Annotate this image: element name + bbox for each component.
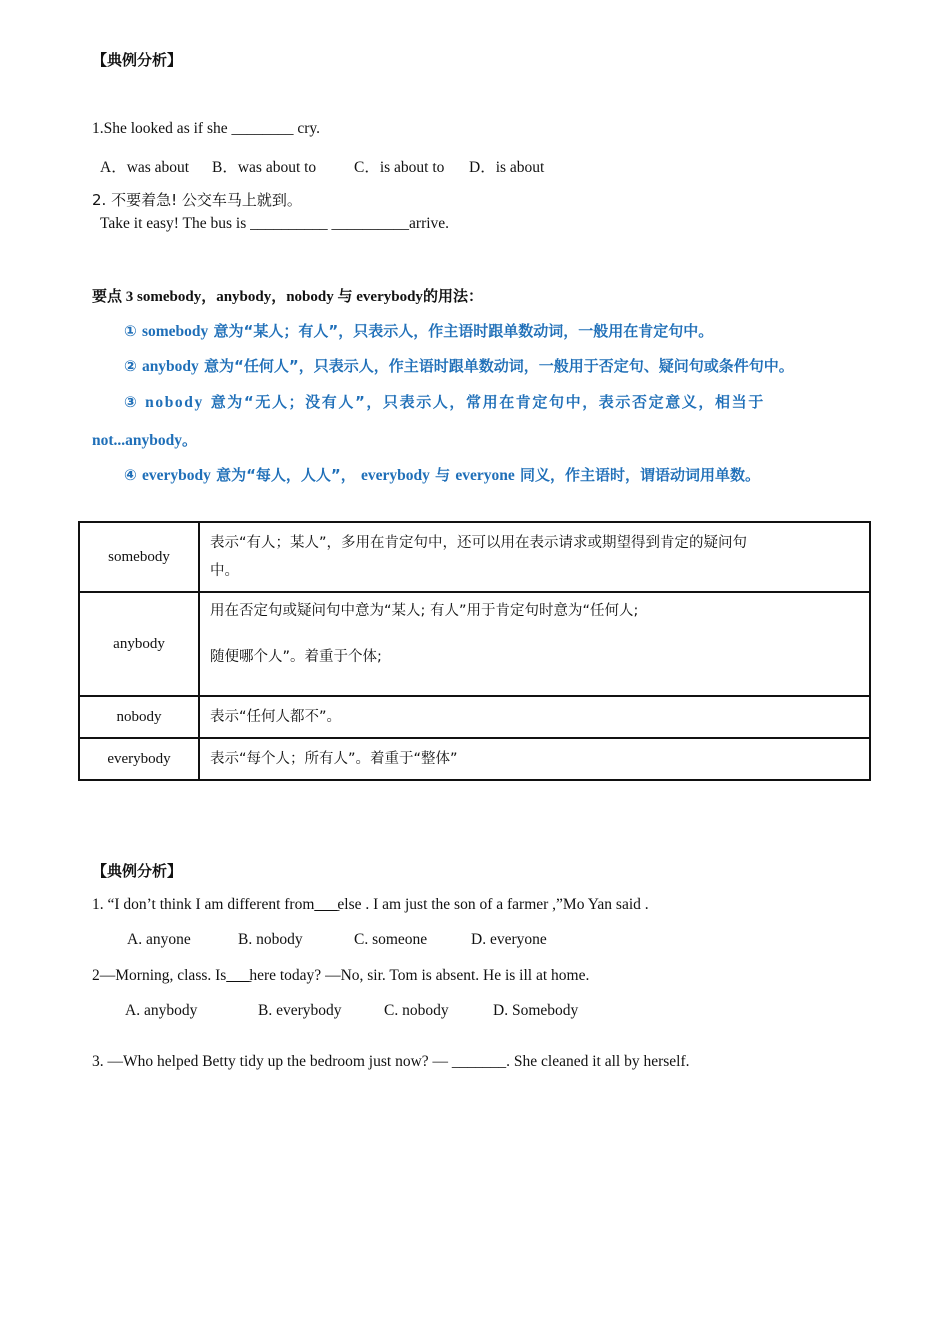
table-desc: 表示“任何人都不”。 — [199, 696, 870, 738]
option-d: D. everyone — [471, 931, 547, 948]
keypoint-title — [92, 285, 483, 306]
question-2-stem: 2. 不要着急! 公交车马上就到。 — [92, 191, 302, 209]
stem-post: here today? —No, sir. Tom is absent. He is ill at home. — [249, 967, 590, 984]
option-d: D．is about — [469, 159, 545, 176]
question-3-stem: 3. —Who helped Betty tidy up the bedroom just now? — _______. She cleaned it all by herself. — [92, 1053, 690, 1070]
item-text-2: 与 — [435, 466, 451, 484]
option-a: A. anybody — [125, 1002, 198, 1019]
item-number: ④ — [124, 466, 137, 484]
question-2-stem — [92, 967, 589, 985]
item-word: anybody — [141, 358, 199, 375]
table-term: nobody — [79, 696, 199, 738]
table-term: anybody — [79, 592, 199, 696]
option-c: C．is about to — [354, 159, 445, 176]
table-row — [79, 696, 870, 738]
item-text: 。 — [182, 431, 198, 449]
option-c: C. nobody — [384, 1002, 449, 1019]
keypoint-item-4 — [124, 464, 760, 485]
option-a: A. anyone — [127, 931, 191, 948]
stem-pre: 1. “I don’t think I am different from — [92, 896, 315, 913]
keypoint-item-1 — [124, 320, 713, 341]
keypoint-title-words: somebody，anybody，nobody — [137, 289, 334, 305]
table-desc-line: 用在否定句或疑问句中意为“某人; 有人”用于肯定句时意为“任何人; — [210, 603, 639, 619]
table-desc: 表示“每个人；所有人”。着重于“整体” — [199, 738, 870, 780]
table-term: everybody — [79, 738, 199, 780]
item-text-3: 同义，作主语时，谓语动词用单数。 — [520, 466, 761, 484]
item-number: ① — [124, 322, 137, 340]
table-desc-line: 表示“有人；某人”，多用在肯定句中，还可以用在表示请求或期望得到肯定的疑问句 — [210, 535, 748, 551]
question-2-line: Take it easy! The bus is __________ __________arrive. — [100, 215, 450, 232]
item-word: everybody — [141, 467, 211, 484]
option-a: A．was about — [100, 159, 190, 176]
item-word: nobody — [145, 394, 204, 411]
option-b: B．was about to — [212, 159, 317, 176]
table-desc-line: 中。 — [210, 563, 239, 579]
option-c: C. someone — [354, 931, 428, 948]
section-heading-2: 【典例分析】 — [92, 862, 183, 880]
item-word: somebody — [141, 323, 209, 340]
question-1-stem — [92, 896, 649, 914]
table-desc — [199, 592, 870, 696]
table-row — [79, 522, 870, 592]
table-desc-line: 随便哪个人”。着重于个体; — [210, 649, 382, 665]
stem-pre: 2—Morning, class. Is — [92, 967, 227, 984]
item-text: 意为“每人，人人”， — [216, 466, 356, 484]
keypoint-item-3-cont — [92, 429, 197, 450]
item-word: not...anybody — [92, 432, 183, 449]
question-1-stem: 1.She looked as if she ________ cry. — [92, 120, 321, 137]
answer-blank: ____ — [226, 967, 250, 984]
keypoint-item-3 — [124, 391, 765, 412]
keypoint-item-2 — [124, 355, 794, 376]
item-number: ③ — [124, 393, 139, 411]
table-row — [79, 738, 870, 780]
keypoint-title-prefix: 要点 — [92, 287, 123, 305]
table-term: somebody — [79, 522, 199, 592]
option-d: D. Somebody — [493, 1002, 579, 1019]
item-word-3: everyone — [455, 467, 515, 484]
keypoint-title-and: 与 — [337, 287, 353, 305]
answer-blank: ____ — [314, 896, 338, 913]
item-number: ② — [124, 357, 137, 375]
keypoint-title-last: everybody — [356, 289, 423, 305]
usage-table — [78, 521, 871, 781]
keypoint-title-suffix: 的用法： — [422, 287, 483, 305]
keypoint-title-num: 3 — [125, 289, 134, 305]
item-word-2: everybody — [361, 467, 430, 484]
stem-post: else . I am just the son of a farmer ,”Mo Yan said . — [337, 896, 649, 913]
table-row — [79, 592, 870, 696]
item-text: 意为“无人；没有人”，只表示人，常用在肯定句中，表示否定意义，相当于 — [210, 393, 765, 411]
item-text: 意为“任何人”，只表示人，作主语时跟单数动词，一般用于否定句、疑问句或条件句中。 — [204, 357, 794, 375]
option-b: B. everybody — [258, 1002, 342, 1019]
table-desc — [199, 522, 870, 592]
option-b: B. nobody — [238, 931, 303, 948]
item-text: 意为“某人；有人”，只表示人，作主语时跟单数动词，一般用在肯定句中。 — [213, 322, 714, 340]
section-heading-1: 【典例分析】 — [92, 51, 183, 69]
